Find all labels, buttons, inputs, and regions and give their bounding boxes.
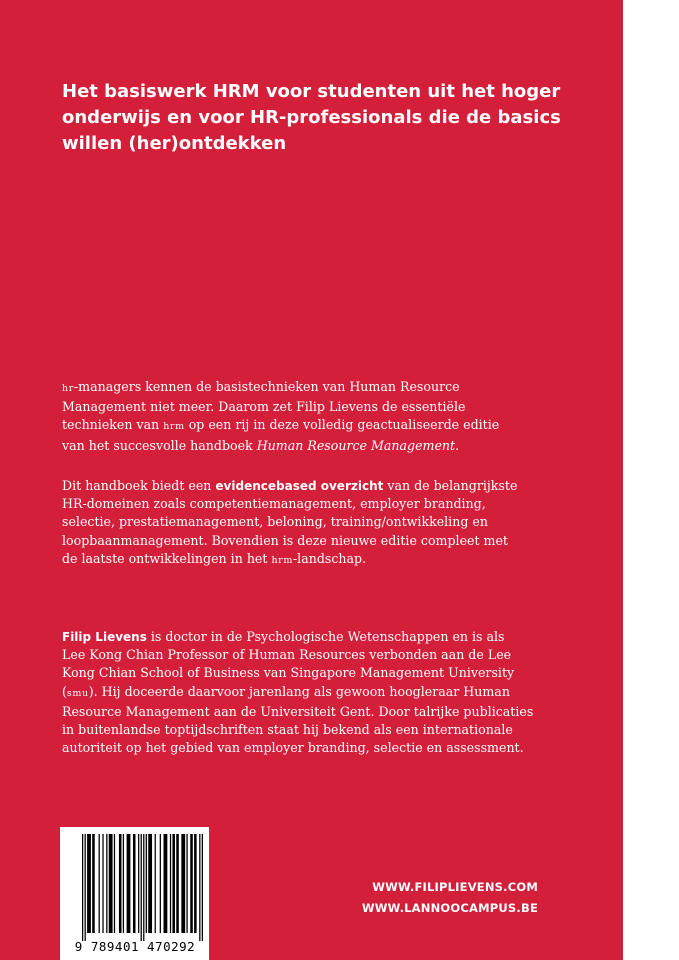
barcode-bar [123,834,124,933]
text-line: HR-domeinen zoals competentiemanagement, employer branding, [62,496,486,512]
barcode-bar [133,834,136,933]
text-line [62,550,562,570]
barcode-bar [102,834,103,933]
barcode-bar [82,834,83,941]
publisher-website-url: WWW.LANNOOCAMPUS.BE [361,901,538,915]
barcode-bar [141,834,142,941]
barcode-bar [148,834,152,933]
smallcaps-text: hrm [271,554,293,566]
author-bio-paragraph [62,628,562,757]
text-span: -managers kennen de basistechnieken van Human Resource [73,379,460,394]
barcode-bar [114,834,115,933]
text-span: op een rij in deze volledig geactualiseerde editie [184,417,500,433]
barcode-bar [190,834,193,933]
text-line: in buitenlandse toptijdschriften staat hij bekend als een internationale [62,722,513,738]
smallcaps-text: smu [66,687,89,699]
tagline-line: Het basiswerk HRM voor studenten uit het hoger [62,81,561,102]
text-span: ( [62,683,67,699]
barcode-bar [202,834,203,941]
book-title: Human Resource Management [256,437,456,453]
barcode-bar [199,834,200,941]
tagline-line: willen (her)ontdekken [62,133,287,154]
text-line: autoriteit op het gebied van employer branding, selectie en assessment. [62,740,524,756]
barcode-bar [106,834,107,933]
text-line: Management niet meer. Daarom zet Filip Lievens de essentiële [62,399,466,415]
text-span: -landschap. [292,550,367,566]
barcode-bar [92,834,95,933]
text-span: Dit handboek biedt een [62,478,216,493]
barcode-bar [119,834,122,933]
text-line [62,378,562,398]
barcode-bar [146,834,147,933]
text-line: Lee Kong Chian Professor of Human Resources verbonden aan de Lee [62,647,512,663]
text-line: selectie, prestatiemanagement, beloning, training/ontwikkeling en [62,514,488,530]
barcode-bar [155,834,156,933]
barcode-bar [181,834,185,933]
cover-tagline [62,79,562,157]
smallcaps-text: hr [62,383,74,394]
text-line [62,628,562,646]
text-span: technieken van [62,417,164,433]
barcode-icon [82,834,203,941]
text-span: van de belangrijkste [383,478,518,493]
tagline-line: onderwijs en voor HR-professionals die de basics [62,107,561,128]
website-links [338,877,538,919]
barcode-bar [99,834,100,933]
text-line: loopbaanmanagement. Bovendien is deze nieuwe editie compleet met [62,532,508,548]
text-span: . [455,437,460,453]
barcode-bar [87,834,91,933]
overview-paragraph [62,477,562,570]
text-span: de laatste ontwikkelingen in het [62,550,272,566]
author-website-url: WWW.FILIPLIEVENS.COM [372,880,538,894]
text-line [62,477,562,495]
text-line: Resource Management aan de Universiteit Gent. Door talrijke publicaties [62,703,534,719]
isbn-number: 9 789401 470292 [74,939,196,954]
barcode-bar [176,834,179,933]
author-name: Filip Lievens [62,630,147,644]
text-span: ). Hij doceerde daarvoor jarenlang als gewoon hoogleraar Human [88,683,510,699]
barcode-bar [170,834,171,933]
text-line [62,416,562,436]
barcode-bar [164,834,168,933]
bold-text: evidencebased overzicht [215,479,384,493]
barcode-bar [85,834,86,941]
barcode-bar [172,834,175,933]
barcode-bar [160,834,161,933]
barcode-bar [127,834,131,933]
barcode-block [60,827,209,960]
text-span: van het succesvolle handboek [62,437,257,453]
text-line [62,683,562,703]
barcode-bar [194,834,197,933]
smallcaps-text: hrm [163,421,185,433]
text-line: Kong Chian School of Business van Singapore Management University [62,665,515,681]
text-line [62,437,562,455]
intro-paragraph [62,378,562,455]
barcode-bar [138,834,139,933]
text-span: is doctor in de Psychologische Wetenschappen en is als [146,629,505,644]
barcode-bar [143,834,144,941]
barcode-bar [109,834,113,933]
barcode-bar [186,834,187,933]
